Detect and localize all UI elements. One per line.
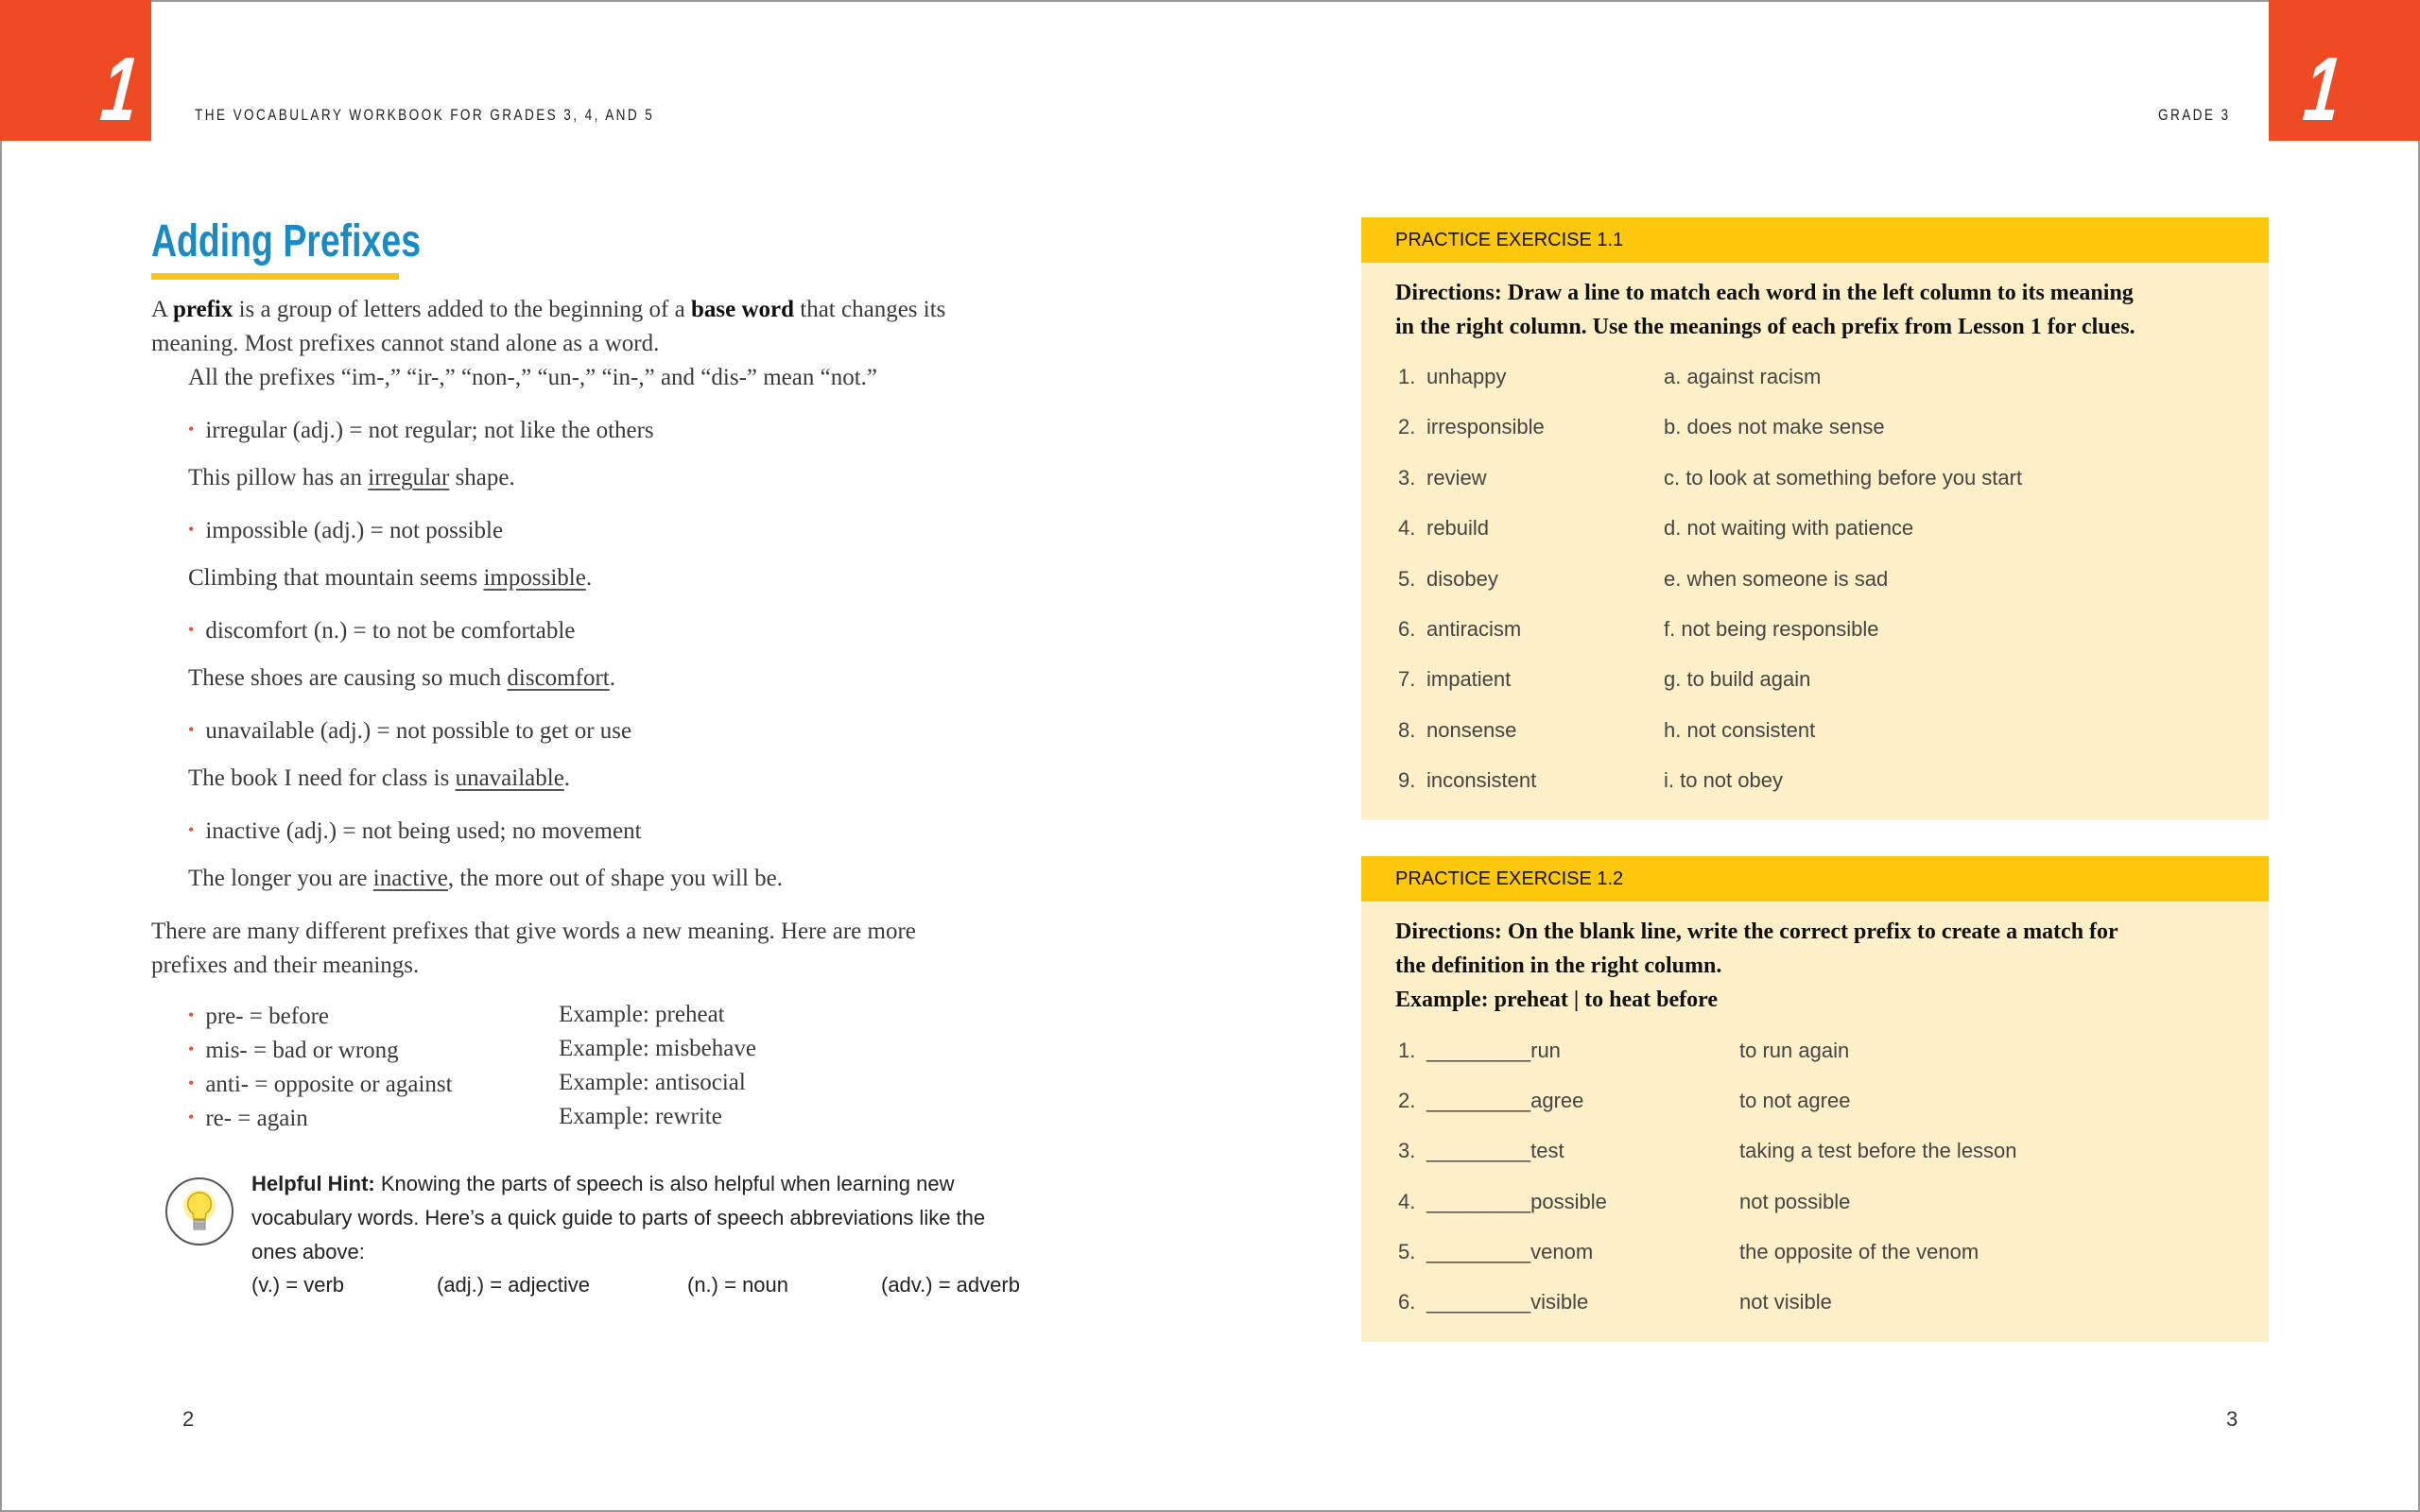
item-word: rebuild (1426, 516, 1490, 541)
definition-text: impossible (adj.) = not possible (205, 518, 504, 543)
bullet-icon: • (188, 1040, 195, 1058)
directions-line-2: the definition in the right column. (1395, 954, 1722, 978)
item-number: 4. (1398, 1189, 1416, 1213)
prefix-example: Example: rewrite (559, 1104, 722, 1129)
sentence-text: . (609, 665, 615, 691)
bullet-icon: • (188, 1108, 195, 1126)
item-meaning: d. not waiting with patience (1664, 516, 1914, 541)
intro-line-2: meaning. Most prefixes cannot stand alone as a word. (151, 331, 660, 356)
abbr-adverb: (adv.) = adverb (881, 1273, 1020, 1297)
item-meaning: to run again (1739, 1039, 1850, 1062)
item-number: 9. (1398, 768, 1416, 793)
prefix-text: re- = again (205, 1106, 308, 1131)
sentence-text: This pillow has an (188, 465, 369, 490)
chapter-number: 1 (2299, 39, 2346, 140)
definition-item (188, 713, 631, 748)
item-word: nonsense (1426, 717, 1517, 742)
sentence-text: The book I need for class is (188, 765, 456, 791)
directions-line-1: Directions: Draw a line to match each word in the left column to its meaning (1395, 281, 2134, 305)
example-sentence (188, 561, 592, 595)
item-number: 3. (1398, 465, 1416, 490)
prefix-example: Example: preheat (559, 1002, 725, 1027)
item-word: _________test (1426, 1139, 1564, 1163)
item-meaning: e. when someone is sad (1664, 566, 1889, 591)
sentence-text: . (585, 565, 593, 591)
prefix-text: mis- = bad or wrong (205, 1038, 399, 1063)
bullet-icon: • (188, 1005, 195, 1024)
item-meaning: the opposite of the venom (1739, 1239, 1979, 1263)
example-line: Example: preheat | to heat before (1395, 988, 1719, 1012)
definition-item (188, 512, 503, 548)
underlined-word: impossible (483, 565, 586, 591)
abbr-noun: (n.) = noun (687, 1273, 789, 1297)
item-meaning: to not agree (1739, 1089, 1851, 1113)
underlined-word: unavailable (455, 765, 564, 791)
directions-line-2: in the right column. Use the meanings of each prefix from Lesson 1 for clues. (1395, 315, 2135, 339)
practice-exercise-1-1 (1361, 217, 2269, 820)
hint-label: Helpful Hint: (251, 1172, 375, 1195)
exercise-header (1361, 217, 2269, 263)
item-meaning: taking a test before the lesson (1739, 1139, 2017, 1163)
item-meaning: h. not consistent (1664, 717, 1816, 742)
sentence-text: , the more out of shape you will be. (447, 866, 783, 891)
item-word: impatient (1426, 667, 1512, 692)
definition-item (188, 813, 642, 849)
item-number: 4. (1398, 516, 1416, 541)
item-meaning: i. to not obey (1664, 768, 1783, 793)
prefix-text: pre- = before (205, 1004, 330, 1029)
grade-label: GRADE 3 (2158, 106, 2231, 124)
abbr-verb: (v.) = verb (251, 1273, 345, 1297)
definition-item (188, 412, 654, 448)
item-word: review (1426, 465, 1487, 490)
definition-text: discomfort (n.) = to not be comfortable (205, 618, 576, 644)
prefix-item (188, 1066, 453, 1102)
bullet-icon: • (188, 420, 195, 438)
abbr-adjective: (adj.) = adjective (437, 1273, 591, 1297)
more-prefixes-line-1: There are many different prefixes that give words a new meaning. Here are more (151, 919, 916, 944)
lightbulb-icon (165, 1177, 233, 1246)
prefix-item (188, 1032, 399, 1068)
item-word: _________venom (1426, 1239, 1594, 1263)
chapter-number: 1 (96, 39, 144, 140)
item-number: 2. (1398, 1089, 1416, 1113)
text: is a group of letters added to the beginning of a (233, 297, 691, 322)
item-number: 5. (1398, 1239, 1416, 1263)
intro-line-3: All the prefixes “im-,” “ir-,” “non-,” “un-,” “in-,” and “dis-” mean “not.” (188, 365, 878, 390)
definition-text: unavailable (adj.) = not possible to get or use (205, 718, 632, 744)
definition-text: irregular (adj.) = not regular; not like the others (205, 418, 654, 443)
prefix-item (188, 1100, 308, 1136)
term-base-word: base word (690, 297, 795, 322)
underlined-word: discomfort (507, 665, 610, 691)
example-sentence (188, 762, 570, 796)
item-word: irresponsible (1426, 415, 1545, 439)
item-word: _________agree (1426, 1089, 1584, 1113)
definition-text: inactive (adj.) = not being used; no movement (205, 818, 642, 844)
prefix-example: Example: misbehave (559, 1036, 756, 1061)
page-number-right: 3 (2226, 1407, 2238, 1431)
more-prefixes-line-2: prefixes and their meanings. (151, 953, 420, 978)
item-number: 7. (1398, 667, 1416, 692)
underlined-word: irregular (368, 465, 450, 490)
item-number: 5. (1398, 566, 1416, 591)
term-prefix: prefix (172, 297, 233, 322)
item-number: 1. (1398, 365, 1416, 388)
chapter-tab-right (2269, 0, 2420, 141)
intro-line-1 (151, 293, 945, 327)
underlined-word: inactive (372, 866, 448, 891)
hint-line-1 (251, 1172, 954, 1196)
item-meaning: not possible (1739, 1189, 1851, 1213)
page-number-left: 2 (182, 1407, 195, 1431)
item-number: 6. (1398, 1290, 1416, 1314)
item-meaning: g. to build again (1664, 667, 1811, 692)
practice-exercise-1-2 (1361, 856, 2269, 1342)
exercise-header (1361, 856, 2269, 902)
sentence-text: Climbing that mountain seems (188, 565, 484, 591)
sentence-text: The longer you are (188, 866, 373, 891)
hint-line-3: ones above: (251, 1240, 365, 1263)
text: Knowing the parts of speech is also helpful when learning new (374, 1172, 955, 1195)
definition-item (188, 612, 575, 648)
running-title: THE VOCABULARY WORKBOOK FOR GRADES 3, 4, AND 5 (195, 106, 655, 124)
item-meaning: b. does not make sense (1664, 415, 1885, 439)
sentence-text: shape. (449, 465, 515, 490)
exercise-heading: PRACTICE EXERCISE 1.1 (1395, 230, 1624, 250)
example-sentence (188, 461, 515, 495)
prefix-item (188, 998, 329, 1034)
lesson-title: Adding Prefixes (151, 216, 422, 266)
bullet-icon: • (188, 620, 195, 639)
item-meaning: not visible (1739, 1290, 1832, 1314)
text: that changes its (794, 297, 946, 322)
item-meaning: c. to look at something before you start (1664, 465, 2023, 490)
item-meaning: f. not being responsible (1664, 617, 1879, 641)
bullet-icon: • (188, 720, 195, 739)
item-number: 8. (1398, 717, 1416, 742)
bullet-icon: • (188, 1074, 195, 1092)
prefix-text: anti- = opposite or against (205, 1072, 453, 1097)
item-number: 3. (1398, 1139, 1416, 1163)
item-word: unhappy (1426, 365, 1507, 388)
item-number: 2. (1398, 415, 1416, 439)
item-number: 6. (1398, 617, 1416, 641)
bullet-icon: • (188, 520, 195, 539)
exercise-heading: PRACTICE EXERCISE 1.2 (1395, 868, 1624, 889)
chapter-tab-left (0, 0, 151, 141)
example-sentence (188, 662, 615, 696)
item-word: _________run (1426, 1039, 1561, 1062)
sentence-text: These shoes are causing so much (188, 665, 508, 691)
item-meaning: a. against racism (1664, 365, 1822, 388)
item-number: 1. (1398, 1039, 1416, 1062)
text: A (151, 297, 173, 322)
bullet-icon: • (188, 820, 195, 839)
hint-line-2: vocabulary words. Here’s a quick guide to parts of speech abbreviations like the (251, 1206, 986, 1229)
item-word: inconsistent (1426, 768, 1537, 793)
sentence-text: . (563, 765, 571, 791)
item-word: antiracism (1426, 617, 1522, 641)
directions-line-1: Directions: On the blank line, write the correct prefix to create a match for (1395, 919, 2118, 944)
prefix-example: Example: antisocial (559, 1070, 746, 1095)
item-word: _________visible (1426, 1290, 1589, 1314)
item-word: disobey (1426, 566, 1498, 591)
item-word: _________possible (1426, 1189, 1607, 1213)
example-sentence (188, 862, 783, 896)
title-underline (151, 273, 399, 280)
